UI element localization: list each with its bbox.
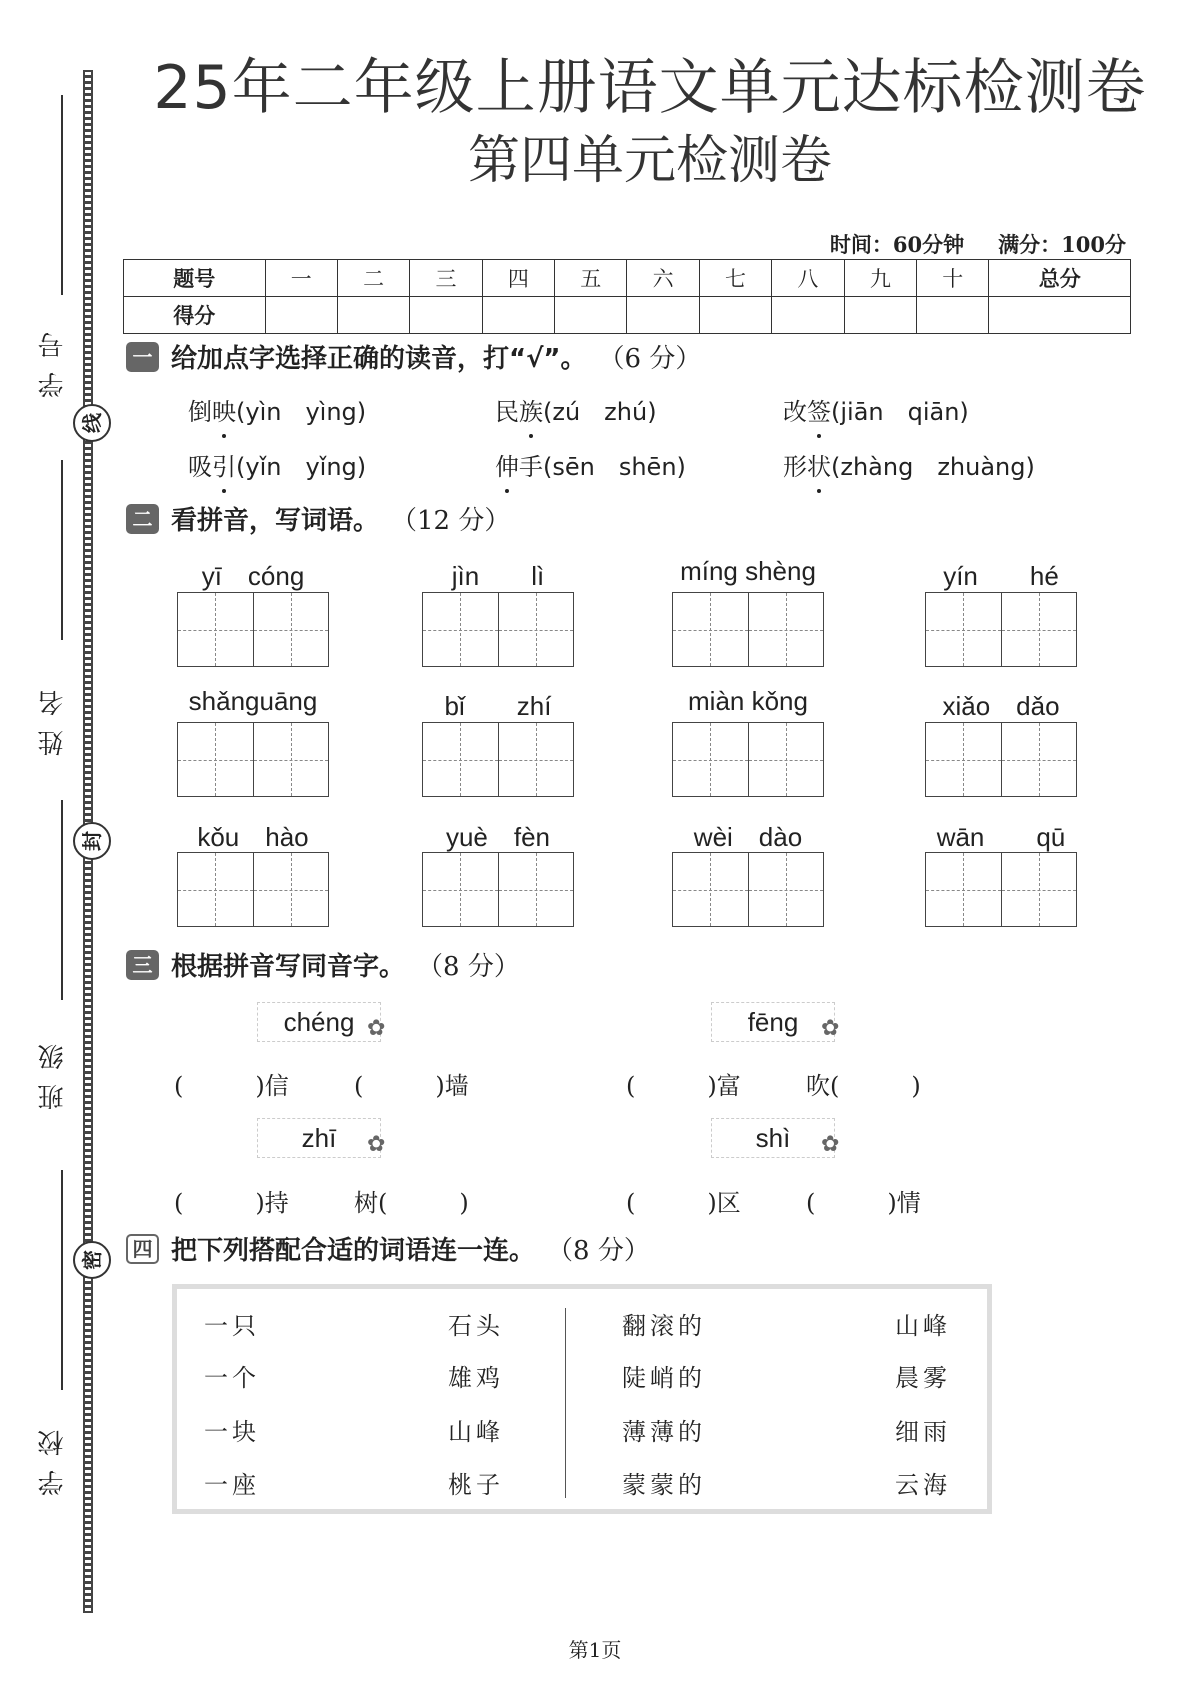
grid-cell[interactable] xyxy=(254,593,329,666)
score-cell[interactable] xyxy=(627,297,699,334)
match-word[interactable]: 细雨 xyxy=(895,1418,951,1446)
score-cell[interactable] xyxy=(337,297,409,334)
item-char: 民 xyxy=(495,398,519,426)
pinyin-label: miàn kǒng xyxy=(688,686,808,716)
grid-cell[interactable] xyxy=(1002,593,1077,666)
pinyin-card: zhī xyxy=(257,1118,381,1158)
grid-cell[interactable] xyxy=(423,853,499,926)
matching-box xyxy=(172,1284,992,1514)
section-points: （8 分） xyxy=(547,1236,650,1266)
grid-cell[interactable] xyxy=(673,593,749,666)
match-word[interactable]: 云海 xyxy=(895,1471,951,1499)
item-char: 吸 xyxy=(188,453,212,481)
fill-blank[interactable]: ( )情 xyxy=(806,1189,921,1217)
score-cell[interactable] xyxy=(482,297,554,334)
score-header: 八 xyxy=(772,260,844,297)
item-char: 手 xyxy=(519,453,543,481)
matching-divider xyxy=(565,1308,566,1498)
match-word[interactable]: 雄鸡 xyxy=(448,1364,504,1392)
section-3-heading xyxy=(126,946,520,983)
fill-blank[interactable]: ( )持 xyxy=(174,1189,289,1217)
grid-cell[interactable] xyxy=(749,593,824,666)
writing-grid[interactable] xyxy=(925,852,1077,927)
section-number: 三 xyxy=(126,950,159,980)
page-title: 25年二年级上册语文单元达标检测卷 xyxy=(153,53,1147,123)
grid-cell[interactable] xyxy=(178,853,254,926)
writing-grid[interactable] xyxy=(925,722,1077,797)
grid-cell[interactable] xyxy=(926,593,1002,666)
item-char: 签 xyxy=(807,398,831,426)
reading-item xyxy=(188,392,366,427)
emphasis-dot-icon xyxy=(222,489,226,493)
writing-grid[interactable] xyxy=(672,722,824,797)
pinyin-options[interactable]: (zú zhú) xyxy=(543,398,657,426)
score-header: 四 xyxy=(482,260,554,297)
section-number: 一 xyxy=(126,342,159,372)
label-name: 姓名 xyxy=(38,676,68,756)
match-word[interactable]: 山峰 xyxy=(895,1312,951,1340)
score-header: 七 xyxy=(699,260,771,297)
binding-line xyxy=(61,1170,63,1390)
item-char: 伸 xyxy=(495,453,519,481)
pinyin-card: chéng xyxy=(257,1002,381,1042)
item-char: 引 xyxy=(212,453,236,481)
match-word[interactable]: 一块 xyxy=(204,1418,260,1446)
pinyin-label: yuè fèn xyxy=(445,822,551,852)
section-2-heading xyxy=(126,500,510,537)
fill-blank[interactable]: ( )区 xyxy=(626,1189,741,1217)
grid-cell[interactable] xyxy=(499,593,574,666)
writing-grid[interactable] xyxy=(177,592,329,667)
writing-grid[interactable] xyxy=(422,722,574,797)
section-title: 看拼音，写词语。 xyxy=(171,506,380,536)
binding-line xyxy=(61,800,63,1000)
label-class: 班级 xyxy=(38,1030,68,1110)
flower-icon: ✿ xyxy=(367,1132,386,1157)
writing-grid[interactable] xyxy=(422,852,574,927)
score-cell[interactable] xyxy=(410,297,482,334)
reading-item xyxy=(495,392,657,427)
exam-full-score: 满分：100分 xyxy=(998,232,1126,257)
score-cell[interactable] xyxy=(699,297,771,334)
match-word[interactable]: 石头 xyxy=(448,1312,504,1340)
pinyin-card: fēng xyxy=(711,1002,835,1042)
item-char: 映 xyxy=(212,398,236,426)
emphasis-dot-icon xyxy=(222,434,226,438)
emphasis-dot-icon xyxy=(817,434,821,438)
item-char: 倒 xyxy=(188,398,212,426)
grid-cell[interactable] xyxy=(423,723,499,796)
grid-cell[interactable] xyxy=(178,593,254,666)
grid-cell[interactable] xyxy=(1002,723,1077,796)
pinyin-card: shì xyxy=(711,1118,835,1158)
pinyin-label: yín hé xyxy=(943,561,1059,591)
match-word[interactable]: 薄薄的 xyxy=(622,1418,706,1446)
writing-grid[interactable] xyxy=(177,852,329,927)
writing-grid[interactable] xyxy=(177,722,329,797)
writing-grid[interactable] xyxy=(925,592,1077,667)
pinyin-options[interactable]: (yǐn yǐng) xyxy=(236,453,367,481)
score-cell[interactable] xyxy=(265,297,337,334)
match-word[interactable]: 一个 xyxy=(204,1364,260,1392)
score-header: 题号 xyxy=(124,260,266,297)
match-word[interactable]: 晨雾 xyxy=(895,1364,951,1392)
score-cell[interactable] xyxy=(917,297,989,334)
score-header: 总分 xyxy=(989,260,1131,297)
fill-blank[interactable]: 吹( ) xyxy=(806,1072,921,1100)
section-points: （12 分） xyxy=(391,506,511,536)
match-word[interactable]: 翻滚的 xyxy=(622,1312,706,1340)
reading-item xyxy=(783,447,1035,482)
seal-seal: 封 xyxy=(73,822,111,860)
writing-grid[interactable] xyxy=(672,852,824,927)
pinyin-label: kǒu hào xyxy=(197,822,309,852)
pinyin-label: shǎnguāng xyxy=(188,686,318,716)
item-char: 族 xyxy=(519,398,543,426)
score-cell[interactable] xyxy=(772,297,844,334)
pinyin-options[interactable]: (sēn shēn) xyxy=(543,453,686,481)
reading-item xyxy=(188,447,366,482)
seal-line: 线 xyxy=(73,404,111,442)
flower-icon: ✿ xyxy=(821,1016,840,1041)
label-school: 学校 xyxy=(38,1416,68,1496)
score-header: 十 xyxy=(917,260,989,297)
section-number: 二 xyxy=(126,504,159,534)
flower-icon: ✿ xyxy=(821,1132,840,1157)
fill-blank[interactable]: ( )富 xyxy=(626,1072,741,1100)
section-title: 把下列搭配合适的词语连一连。 xyxy=(171,1236,536,1266)
pinyin-options[interactable]: (zhàng zhuàng) xyxy=(831,453,1035,481)
grid-cell[interactable] xyxy=(499,723,574,796)
score-header: 五 xyxy=(555,260,627,297)
item-char: 状 xyxy=(807,453,831,481)
item-char: 改 xyxy=(783,398,807,426)
match-word[interactable]: 山峰 xyxy=(448,1418,504,1446)
pinyin-label: wān qū xyxy=(936,822,1066,852)
score-header: 二 xyxy=(337,260,409,297)
score-header: 九 xyxy=(844,260,916,297)
emphasis-dot-icon xyxy=(529,434,533,438)
match-word[interactable]: 陡峭的 xyxy=(622,1364,706,1392)
grid-cell[interactable] xyxy=(926,853,1002,926)
exam-time: 时间：60分钟 xyxy=(829,232,965,257)
pinyin-label: jìn lì xyxy=(451,561,545,591)
reading-item xyxy=(783,392,969,427)
writing-grid[interactable] xyxy=(672,592,824,667)
fill-blank[interactable]: ( )墙 xyxy=(354,1072,469,1100)
match-word[interactable]: 蒙蒙的 xyxy=(622,1471,706,1499)
section-title: 根据拼音写同音字。 xyxy=(171,952,406,982)
seal-secret: 密 xyxy=(73,1241,111,1279)
grid-cell[interactable] xyxy=(499,853,574,926)
grid-cell[interactable] xyxy=(423,593,499,666)
grid-cell[interactable] xyxy=(673,853,749,926)
exam-meta xyxy=(796,229,1126,259)
grid-cell[interactable] xyxy=(178,723,254,796)
pinyin-label: wèi dào xyxy=(693,822,803,852)
section-4-heading xyxy=(126,1230,650,1267)
fill-blank[interactable]: ( )信 xyxy=(174,1072,289,1100)
pinyin-label: bǐ zhí xyxy=(444,691,552,721)
writing-grid[interactable] xyxy=(422,592,574,667)
score-row-label: 得分 xyxy=(124,297,266,334)
page-number: 第1页 xyxy=(568,1638,622,1662)
section-number: 四 xyxy=(126,1234,159,1264)
fill-blank[interactable]: 树( ) xyxy=(354,1189,469,1217)
grid-cell[interactable] xyxy=(254,723,329,796)
pinyin-options[interactable]: (yìn yìng) xyxy=(236,398,367,426)
score-cell[interactable] xyxy=(555,297,627,334)
pinyin-options[interactable]: (jiān qiān) xyxy=(831,398,969,426)
grid-cell[interactable] xyxy=(749,853,824,926)
score-table xyxy=(123,259,1131,334)
score-header: 三 xyxy=(410,260,482,297)
reading-item xyxy=(495,447,686,482)
score-cell[interactable] xyxy=(844,297,916,334)
section-points: （6 分） xyxy=(598,344,702,374)
item-char: 形 xyxy=(783,453,807,481)
match-word[interactable]: 桃子 xyxy=(448,1471,504,1499)
pinyin-label: míng shèng xyxy=(680,556,816,586)
page-subtitle: 第四单元检测卷 xyxy=(467,131,832,191)
section-title: 给加点字选择正确的读音，打“√”。 xyxy=(171,344,587,374)
section-points: （8 分） xyxy=(417,952,520,982)
grid-cell[interactable] xyxy=(926,723,1002,796)
binding-line xyxy=(61,460,63,640)
match-word[interactable]: 一座 xyxy=(204,1471,260,1499)
score-header: 一 xyxy=(265,260,337,297)
label-student-number: 学号 xyxy=(38,318,68,398)
pinyin-label: yī cóng xyxy=(201,561,305,591)
emphasis-dot-icon xyxy=(505,489,509,493)
grid-cell[interactable] xyxy=(1002,853,1077,926)
grid-cell[interactable] xyxy=(254,853,329,926)
emphasis-dot-icon xyxy=(817,489,821,493)
match-word[interactable]: 一只 xyxy=(204,1312,260,1340)
grid-cell[interactable] xyxy=(749,723,824,796)
flower-icon: ✿ xyxy=(367,1016,386,1041)
pinyin-label: xiǎo dǎo xyxy=(942,691,1060,721)
score-header: 六 xyxy=(627,260,699,297)
score-cell[interactable] xyxy=(989,297,1131,334)
section-1-heading xyxy=(126,338,701,375)
grid-cell[interactable] xyxy=(673,723,749,796)
